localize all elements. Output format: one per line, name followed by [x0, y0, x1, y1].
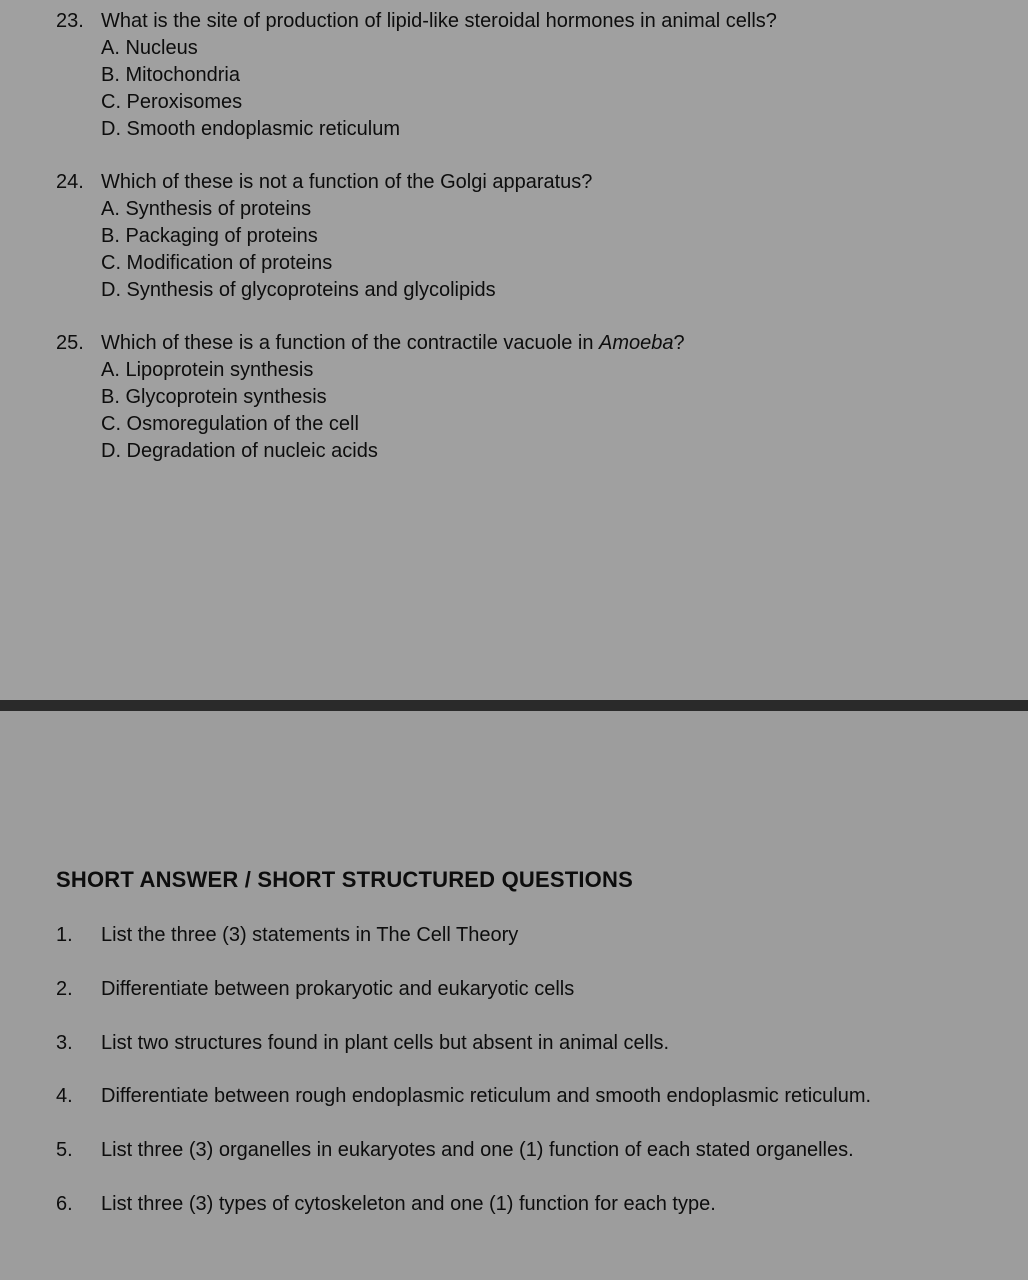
short-answer-item-1	[56, 922, 1021, 948]
question-text: Which of these is not a function of the Golgi apparatus?	[101, 171, 593, 193]
organism-name: Amoeba	[599, 332, 674, 354]
question-number: 23.	[56, 10, 84, 32]
short-answer-item-2	[56, 976, 1021, 1002]
question-number: 25.	[56, 332, 84, 354]
short-answer-item-5	[56, 1137, 1021, 1163]
option-b: B. Packaging of proteins	[101, 225, 318, 247]
item-number: 4.	[56, 1085, 73, 1107]
option-b: B. Glycoprotein synthesis	[101, 386, 327, 408]
item-text: List the three (3) statements in The Cell Theory	[101, 924, 519, 946]
question-stem	[56, 330, 1016, 357]
question-text: What is the site of production of lipid-like steroidal hormones in animal cells?	[101, 10, 777, 32]
section-title: SHORT ANSWER / SHORT STRUCTURED QUESTIONS	[56, 867, 633, 892]
question-number: 24.	[56, 171, 84, 193]
item-number: 1.	[56, 924, 73, 946]
short-answer-item-3	[56, 1030, 1021, 1056]
question-stem	[56, 8, 1016, 35]
page-divider	[0, 700, 1028, 711]
mcq-question-23	[56, 8, 1016, 143]
item-number: 2.	[56, 978, 73, 1000]
item-number: 3.	[56, 1032, 73, 1054]
option-b: B. Mitochondria	[101, 64, 240, 86]
item-number: 6.	[56, 1193, 73, 1215]
option-d: D. Degradation of nucleic acids	[101, 440, 378, 462]
option-c: C. Peroxisomes	[101, 91, 243, 113]
item-text: Differentiate between prokaryotic and eukaryotic cells	[101, 978, 575, 1000]
question-text-start: Which of these is a function of the contractile vacuole in	[101, 332, 600, 354]
option-a: A. Nucleus	[101, 37, 198, 59]
question-stem	[56, 169, 1016, 196]
option-d: D. Synthesis of glycoproteins and glycolipids	[101, 279, 496, 301]
option-a: A. Lipoprotein synthesis	[101, 359, 314, 381]
item-text: List three (3) organelles in eukaryotes and one (1) function of each stated organelles.	[101, 1139, 854, 1161]
item-number: 5.	[56, 1139, 73, 1161]
option-d: D. Smooth endoplasmic reticulum	[101, 118, 401, 140]
item-text: Differentiate between rough endoplasmic reticulum and smooth endoplasmic reticulum.	[101, 1085, 872, 1107]
short-answer-item-6	[56, 1191, 1021, 1217]
option-c: C. Osmoregulation of the cell	[101, 413, 359, 435]
option-c: C. Modification of proteins	[101, 252, 333, 274]
mcq-question-25	[56, 330, 1016, 465]
short-answer-item-4	[56, 1083, 1021, 1109]
question-text-end: ?	[673, 332, 685, 354]
option-a: A. Synthesis of proteins	[101, 198, 312, 220]
mcq-question-24	[56, 169, 1016, 304]
question-text	[101, 330, 685, 357]
item-text: List three (3) types of cytoskeleton and one (1) function for each type.	[101, 1193, 716, 1215]
item-text: List two structures found in plant cells but absent in animal cells.	[101, 1032, 670, 1054]
